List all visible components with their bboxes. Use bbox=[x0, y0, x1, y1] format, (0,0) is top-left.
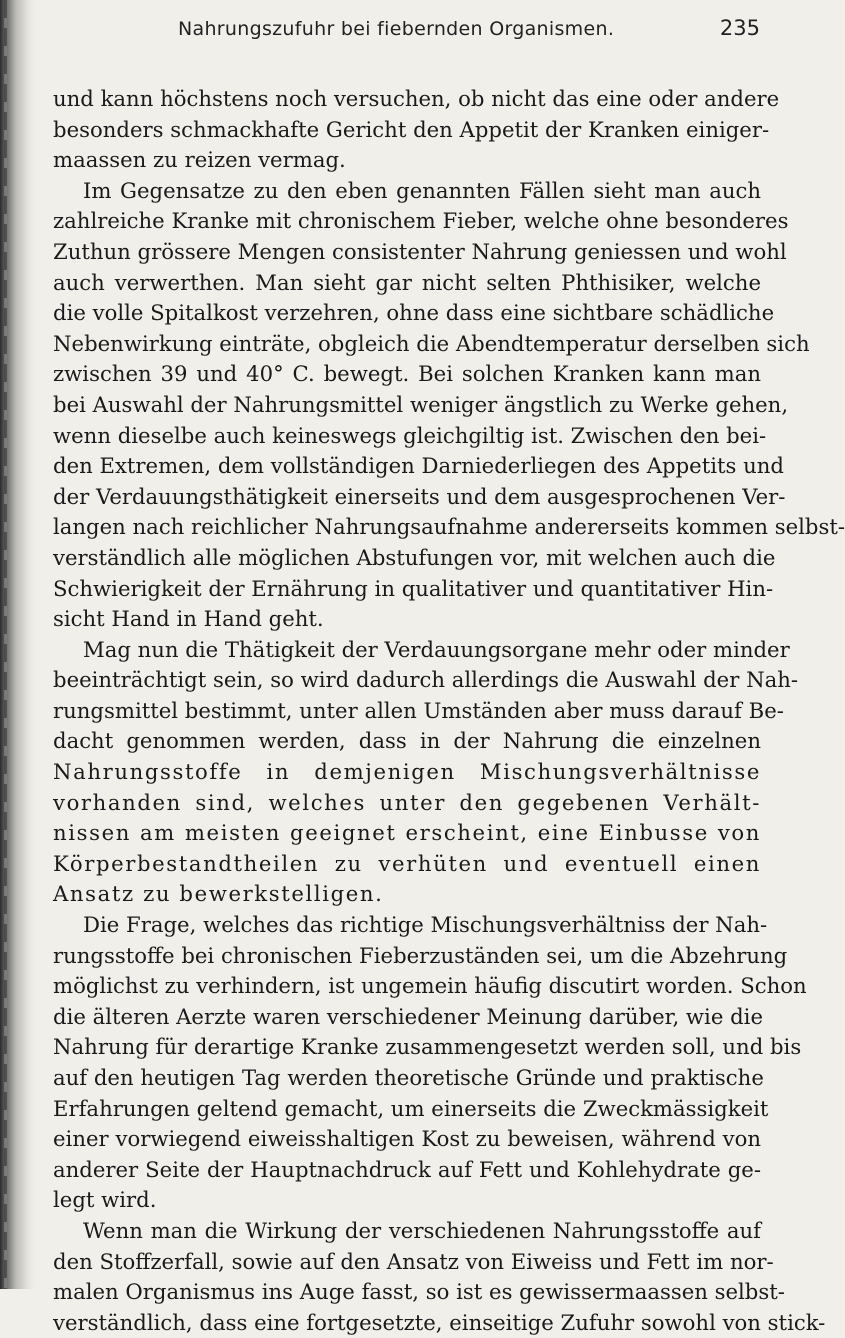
text-line: einer vorwiegend eiweisshaltigen Kost zu beweisen, während von bbox=[53, 1126, 761, 1152]
emphasized-text-line: dacht genommen werden, dass in der Nahrung die einzelnen bbox=[53, 728, 761, 754]
text-line: und kann höchstens noch versuchen, ob nicht das eine oder andere bbox=[53, 86, 780, 111]
text-line: maassen zu reizen vermag. bbox=[53, 147, 346, 173]
text-line: wenn dieselbe auch keineswegs gleichgiltig ist. Zwischen den bei- bbox=[53, 422, 767, 448]
text-line: Zuthun grössere Mengen consistenter Nahrung geniessen und wohl bbox=[53, 238, 787, 264]
text-line: sicht Hand in Hand geht. bbox=[53, 606, 324, 632]
text-line: die älteren Aerzte waren verschiedener Meinung darüber, wie die bbox=[53, 1003, 763, 1029]
text-line: die volle Spitalkost verzehren, ohne dass eine sichtbare schädliche bbox=[53, 300, 775, 326]
emphasized-text-line: Nahrungsstoffe in demjenigen Mischungsverhältnisse bbox=[53, 759, 761, 785]
emphasized-text-line: Ansatz zu bewerkstelligen. bbox=[53, 881, 384, 907]
text-line: Schwierigkeit der Ernährung in qualitativer und quantitativer Hin- bbox=[53, 575, 774, 601]
text-line: auf den heutigen Tag werden theoretische Gründe und praktische bbox=[53, 1065, 764, 1090]
text-line: möglichst zu verhindern, ist ungemein häufig discutirt worden. Schon bbox=[53, 973, 807, 999]
text-line: malen Organismus ins Auge fasst, so ist es gewissermaassen selbst- bbox=[53, 1279, 785, 1305]
emphasized-text-line: vorhanden sind, welches unter den gegebenen Verhält- bbox=[53, 789, 761, 815]
text-line: anderer Seite der Hauptnachdruck auf Fett und Kohlehydrate ge- bbox=[53, 1156, 761, 1182]
page-header bbox=[0, 14, 800, 50]
text-line: zwischen 39 und 40° C. bewegt. Bei solchen Kranken kann man bbox=[53, 361, 761, 387]
text-line: Nebenwirkung einträte, obgleich die Abendtemperatur derselben sich bbox=[53, 330, 810, 356]
text-line: Nahrung für derartige Kranke zusammengesetzt werden soll, und bis bbox=[53, 1034, 802, 1060]
text-line: zahlreiche Kranke mit chronischem Fieber, welche ohne besonderes bbox=[53, 208, 789, 234]
text-line: den Extremen, dem vollständigen Darniederliegen des Appetits und bbox=[53, 453, 784, 479]
text-line: rungsstoffe bei chronischen Fieberzuständen sei, um die Abzehrung bbox=[53, 942, 788, 968]
page-number: 235 bbox=[719, 16, 760, 40]
book-gutter-shadow bbox=[0, 0, 36, 1289]
text-line: der Verdauungsthätigkeit einerseits und dem ausgesprochenen Ver- bbox=[53, 483, 786, 509]
text-line: Erfahrungen geltend gemacht, um einerseits die Zweckmässigkeit bbox=[53, 1095, 769, 1121]
running-head: Nahrungszufuhr bei fiebernden Organismen. bbox=[178, 18, 615, 40]
text-line: den Stoffzerfall, sowie auf den Ansatz von Eiweiss und Fett im nor- bbox=[53, 1248, 774, 1274]
body-text bbox=[53, 84, 845, 1338]
paragraph-first-line: Die Frage, welches das richtige Mischungsverhältniss der Nah- bbox=[83, 912, 768, 938]
text-line: verständlich alle möglichen Abstufungen vor, mit welchen auch die bbox=[53, 544, 776, 570]
emphasized-text-line: nissen am meisten geeignet erscheint, eine Einbusse von bbox=[53, 820, 761, 846]
paragraph-first-line: Im Gegensatze zu den eben genannten Fällen sieht man auch bbox=[83, 177, 761, 203]
paragraph-first-line: Wenn man die Wirkung der verschiedenen Nahrungsstoffe auf bbox=[83, 1217, 761, 1243]
text-line: verständlich, dass eine fortgesetzte, einseitige Zufuhr sowohl von stick- bbox=[53, 1309, 826, 1335]
text-line: rungsmittel bestimmt, unter allen Umständen aber muss darauf Be- bbox=[53, 697, 784, 723]
paragraph-first-line: Mag nun die Thätigkeit der Verdauungsorgane mehr oder minder bbox=[83, 636, 790, 662]
text-line: beeinträchtigt sein, so wird dadurch allerdings die Auswahl der Nah- bbox=[53, 667, 799, 693]
text-line: bei Auswahl der Nahrungsmittel weniger ängstlich zu Werke gehen, bbox=[53, 391, 789, 417]
text-line: legt wird. bbox=[53, 1187, 157, 1213]
text-line: auch verwerthen. Man sieht gar nicht selten Phthisiker, welche bbox=[53, 269, 761, 295]
text-line: langen nach reichlicher Nahrungsaufnahme andererseits kommen selbst- bbox=[53, 514, 845, 540]
emphasized-text-line: Körperbestandtheilen zu verhüten und eventuell einen bbox=[53, 850, 761, 876]
text-line: besonders schmackhafte Gericht den Appetit der Kranken einiger- bbox=[53, 116, 770, 142]
